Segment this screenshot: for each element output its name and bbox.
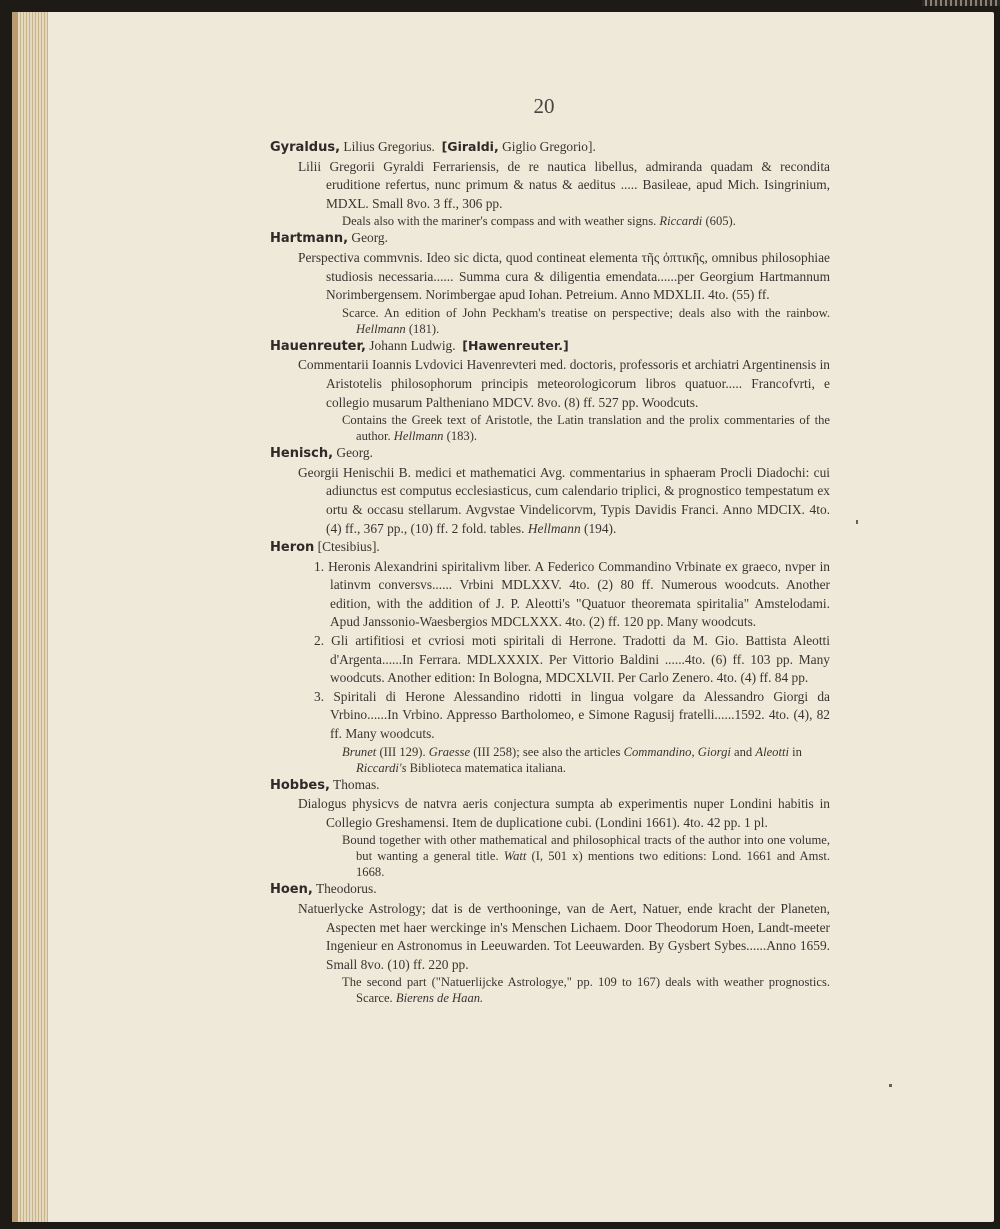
- author-forename: Theodorus.: [315, 881, 377, 897]
- author-name: Hobbes,: [270, 777, 330, 793]
- note-reference-page: (605).: [705, 214, 736, 229]
- note-text: Scarce. An edition of John Peckham's treatise on perspective; deals also with the rainbow.: [342, 305, 830, 320]
- author-forename: Thomas.: [333, 776, 380, 792]
- entry-heading: [270, 229, 830, 249]
- entry-note: [270, 974, 830, 1006]
- entry-body: Natuerlycke Astrology; dat is de verthooninge, van de Aert, Natuer, ende kracht der Planeten, Aspecten met haer werckinge in's Menschen Lichaem. Door Theodorum Hoen, Landt-meeter Ingenieur en Astronomus in Leeuwarden. Tot Leeuwarden. By Gysbert Sybes......Anno 1659. Small 8vo. (10) ff. 220 pp.: [298, 901, 830, 972]
- note-text: The second part ("Natuerlijcke Astrologye," pp. 109 to 167) deals with weather prognostics. Scarce.: [342, 975, 830, 1006]
- author-forename: [Ctesibius].: [317, 539, 380, 555]
- page-edge: [12, 12, 48, 1222]
- note-reference: Watt: [503, 849, 527, 864]
- note-text: Bound together with other mathematical and philosophical tracts of the author into one volume, but wanting a general title.: [342, 833, 830, 864]
- author-name: Gyraldus,: [270, 140, 341, 155]
- note-reference: Riccardi's: [356, 760, 407, 775]
- numbered-item: 1. Heronis Alexandrini spiritalivm liber. A Federico Commandino Vrbinate ex graeco, nvper in latinvm conversvs...... Vrbini MDLXXV. 4to. (2) 80 ff. Numerous woodcuts. Another edition, with the addition of J. P. Aleotti's "Quatuor theoremata spiritalia" Amstelodami. Apud Janssonio-Waesbergios MDCLXXX. 4to. (2) ff. 120 pp. Many woodcuts.: [314, 558, 830, 630]
- bibliography-list: [270, 138, 830, 1006]
- entry-hobbes: [270, 776, 830, 881]
- entry-heading: [270, 538, 830, 558]
- entry-hoen: [270, 880, 830, 1006]
- note-reference-page: (I, 501 x) mentions two editions: Lond. 1661 and Amst. 1668.: [356, 849, 830, 880]
- entry-body: Perspectiva commvnis. Ideo sic dicta, quod contineat elementa τῆς ὀπτικῆς, omnibus philosophiae studiosis necessaria...... Summa cura & diligentia emendata......per Georgium Hartmannum Norimbergensem. Norimbergae apud Iohan. Petreium. Anno MDXLII. 4to. (55) ff.: [298, 249, 830, 303]
- author-forename: Georg.: [336, 445, 373, 461]
- note-text: Contains the Greek text of Aristotle, the Latin translation and the prolix commentaries of the author.: [342, 413, 830, 444]
- entry-note: [270, 744, 830, 776]
- note-reference-page: (181).: [408, 321, 440, 336]
- entry-body: Dialogus physicvs de natvra aeris conjectura sumpta ab experimentis nuper Londini habitis in Collegio Greshamensi. Item de duplicatione cubi. (Londini 1661). 4to. 42 pp. 1 pl.: [298, 796, 830, 830]
- entry-body: [270, 464, 830, 538]
- speck: [889, 1084, 892, 1087]
- note-text: Deals also with the mariner's compass and with weather signs.: [342, 214, 657, 229]
- note-reference: Bierens de Haan.: [395, 991, 484, 1006]
- author-forename: Lilius Gregorius.: [343, 139, 435, 154]
- body-reference: Hellmann: [527, 520, 581, 536]
- note-reference: Hellmann: [393, 429, 444, 444]
- author-alt-name: [Hawenreuter.]: [462, 337, 569, 353]
- entry-heading: [270, 776, 830, 796]
- note-reference: Graesse: [428, 744, 471, 759]
- entry-heading: [270, 880, 830, 900]
- entry-henisch: [270, 444, 830, 538]
- note-text: Biblioteca matematica italiana.: [409, 760, 566, 775]
- entry-note: [270, 213, 830, 229]
- author-name: Hauenreuter,: [270, 338, 366, 354]
- entry-note: [270, 832, 830, 880]
- numbered-item: 2. Gli artifitiosi et cvriosi moti spiritali di Herrone. Tradotti da M. Gio. Battista Aleotti d'Argenta......In Ferrara. MDLXXXIX. Per Vittorio Baldini ......4to. (6) ff. 103 pp. Many woodcuts. Another edition: In Bologna, MDCXLVII. Per Carlo Zenero. 4to. (4) ff. 84 pp.: [314, 633, 830, 686]
- body-reference-page: (194).: [584, 520, 617, 536]
- entry-body: Commentarii Ioannis Lvdovici Havenrevteri med. doctoris, professoris et archiatri Argentinensis in Aristotelis philosophorum principis meteorologicorum libros quatuor..... Francofvrti, e collegio musarum Paltheniano MDCV. 8vo. (8) ff. 527 pp. Woodcuts.: [298, 357, 830, 410]
- note-text: and: [734, 744, 753, 759]
- author-alt-name: [Giraldi,: [441, 139, 499, 154]
- entry-heading: [270, 444, 830, 464]
- author-name: Hartmann,: [270, 231, 349, 247]
- author-forename: Johann Ludwig.: [369, 337, 456, 353]
- entry-note: [270, 412, 830, 444]
- note-reference: Commandino,: [623, 744, 695, 759]
- note-text: (III 258); see also the articles: [473, 744, 621, 759]
- note-reference: Giorgi: [697, 744, 731, 759]
- author-forename: Georg.: [351, 230, 388, 246]
- page-number: 20: [533, 94, 555, 118]
- author-name: Henisch,: [270, 446, 334, 462]
- note-text: (III 129).: [379, 744, 426, 759]
- entry-body: Lilii Gregorii Gyraldi Ferrariensis, de re nautica libellus, admiranda quadam & recondita eruditione refertus, nunc primum & natus & aeditus ..... Basileae, apud Mich. Isingrinium, MDXL. Small 8vo. 3 ff., 306 pp.: [298, 158, 830, 211]
- numbered-item: 3. Spiritali di Herone Alessandino ridotti in lingua volgare da Alessandro Giorgi da Vrbino......In Vrbino. Appresso Bartholomeo, e Simone Ragusij fratelli......1592. 4to. (4), 82 ff. Many woodcuts.: [314, 688, 830, 742]
- scan-mark: [922, 0, 1000, 6]
- entry-hauenreuter: [270, 337, 830, 444]
- note-reference: Aleotti: [755, 744, 789, 759]
- note-reference: Hellmann: [356, 321, 406, 336]
- note-reference: Brunet: [342, 744, 377, 759]
- author-name: Hoen,: [270, 882, 313, 898]
- note-text: in: [792, 744, 802, 759]
- entry-gyraldus: [270, 138, 830, 229]
- entry-heading: [270, 337, 830, 357]
- entry-heron: [270, 538, 830, 776]
- body-text: Georgii Henischii B. medici et mathematici Avg. commentarius in sphaeram Procli Diadochi: cui adiunctus est computus ecclesiasticus, cum calendario triplici, & prognostico tempestatum ex ortu & occasu stellarum. Avgvstae Vindelicorvm, Typis Davidis Franci. Anno MDCIX. 4to. (4) ff., 367 pp., (10) ff. 2 fold. tables.: [298, 464, 830, 536]
- author-alt-forename: Giglio Gregorio].: [502, 139, 596, 154]
- entry-hartmann: [270, 229, 830, 336]
- speck: [856, 520, 858, 524]
- note-reference-page: (183).: [446, 429, 478, 444]
- note-reference: Riccardi: [659, 214, 703, 229]
- entry-note: [270, 305, 830, 337]
- entry-heading: [270, 138, 830, 158]
- author-name: Heron: [270, 540, 315, 556]
